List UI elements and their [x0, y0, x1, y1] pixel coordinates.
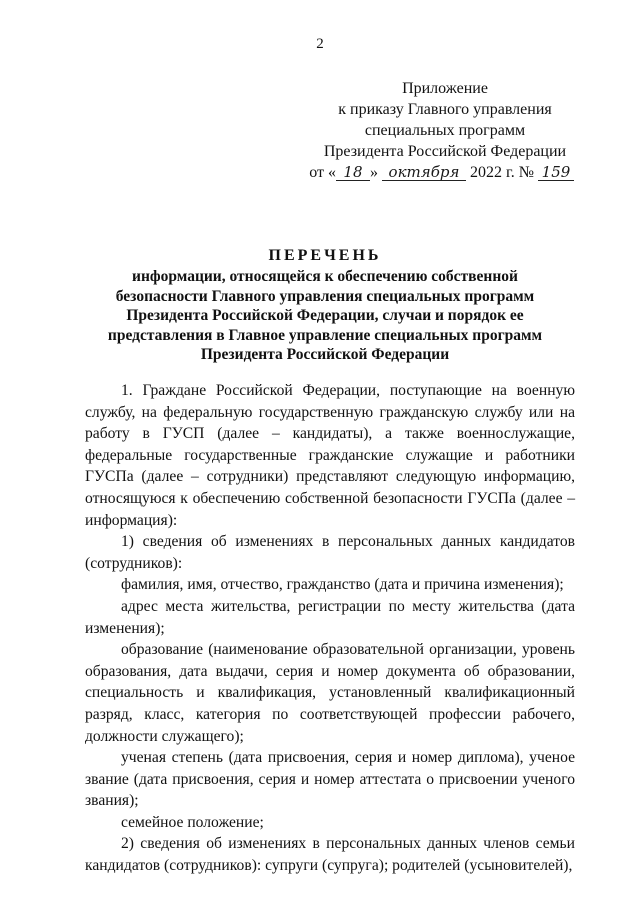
- body-paragraph: фамилия, имя, отчество, гражданство (дата и причина изменения);: [121, 576, 564, 594]
- document-heading: [80, 246, 570, 365]
- appendix-line-3: Президента Российской Федерации: [323, 143, 567, 160]
- body-paragraph: 1. Граждане Российской Федерации, поступающие на военную службу, на федеральную государственную гражданскую службу или на работу в ГУСП (далее – кандидаты), а также военнослужащие, федеральные государственные гражданские служащие и работники ГУСПа (далее – сотрудники) представляют следующую информацию, относящуюся к обеспечению собственной безопасности ГУСПа (далее – информация):: [85, 382, 575, 529]
- body-paragraph: 1) сведения об изменениях в персональных данных кандидатов (сотрудников):: [85, 533, 575, 572]
- year-text: 2022 г. №: [469, 164, 534, 181]
- subtitle-line: представления в Главное управление специальных программ: [107, 326, 543, 344]
- date-prefix: от «: [309, 164, 336, 181]
- handwritten-day: 18: [336, 164, 370, 181]
- document-body: [85, 380, 575, 877]
- handwritten-order-number: 159: [538, 164, 574, 181]
- body-paragraph: 2) сведения об изменениях в персональных данных членов семьи кандидатов (сотрудников): супруги (супруга); родителей (усыновителей),: [85, 835, 575, 875]
- appendix-line-2: специальных программ: [364, 122, 526, 139]
- body-paragraph: ученая степень (дата присвоения, серия и номер диплома), ученое звание (дата присвоения, серия и номер аттестата о присвоении ученого звания);: [85, 749, 575, 810]
- body-paragraph: адрес места жительства, регистрации по месту жительства (дата изменения);: [85, 597, 575, 637]
- handwritten-month: октября: [382, 164, 466, 181]
- subtitle-line: Президента Российской Федерации: [200, 346, 450, 363]
- order-date-line: [300, 162, 590, 183]
- subtitle-line: безопасности Главного управления специальных программ: [115, 287, 535, 305]
- appendix-title: Приложение: [402, 80, 488, 97]
- document-subtitle: [80, 267, 570, 365]
- appendix-block: [300, 78, 590, 183]
- subtitle-line: информации, относящейся к обеспечению собственной: [132, 268, 518, 285]
- body-paragraph: семейное положение;: [121, 813, 264, 831]
- page-number: 2: [316, 36, 324, 52]
- appendix-line-1: к приказу Главного управления: [338, 101, 552, 118]
- date-mid: »: [369, 164, 378, 181]
- subtitle-line: Президента Российской Федерации, случаи и порядок ее: [126, 307, 524, 324]
- body-paragraph: образование (наименование образовательной организации, уровень образования, дата выдачи, серия и номер документа об образовании, специальность и квалификация, установленный квалификационный разряд, класс, категория по соответствующей профессии рабочего, должности служащего);: [85, 641, 575, 745]
- document-title: ПЕРЕЧЕНЬ: [268, 247, 382, 264]
